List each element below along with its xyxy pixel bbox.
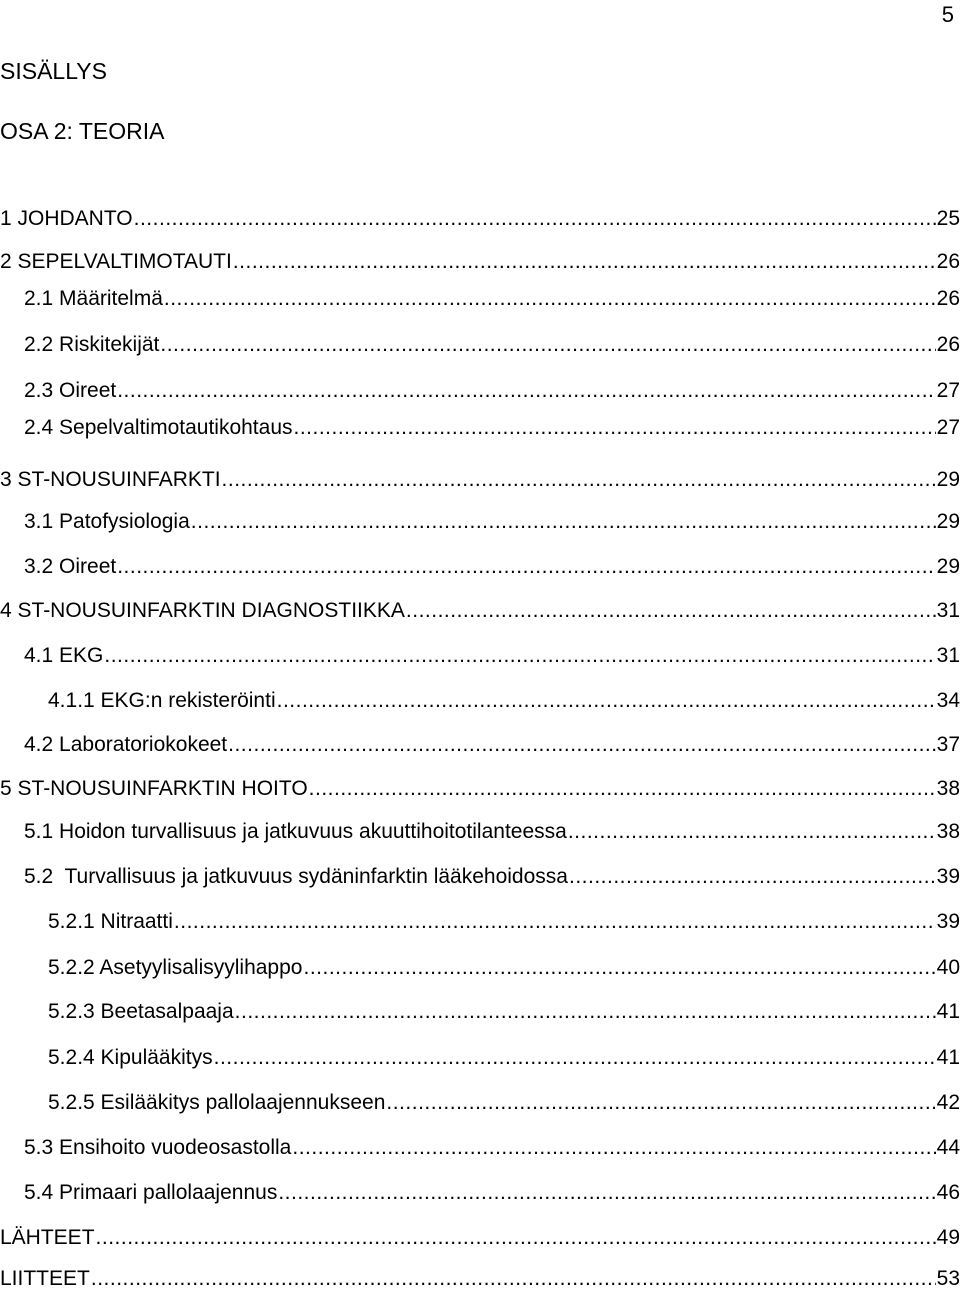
toc-entry-page: 46	[936, 1181, 960, 1204]
toc-entry-page: 25	[936, 207, 960, 230]
toc-entry-page: 37	[936, 733, 960, 756]
dot-leader	[164, 286, 936, 312]
toc-entry-page: 29	[936, 555, 960, 578]
toc-entry-title: 2.3 Oireet	[24, 379, 117, 402]
toc-entry-title: 1 JOHDANTO	[0, 207, 133, 230]
toc-entry-page: 31	[936, 644, 960, 667]
toc-entry[interactable]	[0, 206, 960, 232]
dot-leader	[294, 415, 936, 441]
page-number: 5	[941, 2, 954, 27]
dot-leader	[160, 332, 935, 358]
dot-leader	[292, 1135, 935, 1161]
toc-heading: SISÄLLYS	[0, 58, 107, 84]
toc-entry-page: 38	[936, 820, 960, 843]
dot-leader	[228, 732, 936, 758]
dot-leader	[303, 955, 935, 981]
toc-entry[interactable]	[0, 249, 960, 275]
dot-leader	[117, 378, 935, 404]
toc-entry-title: 2.2 Riskitekijät	[24, 333, 160, 356]
toc-entry-title: 5.2.2 Asetyylisalisyylihappo	[48, 956, 303, 979]
toc-entry-title: 2.4 Sepelvaltimotautikohtaus	[24, 416, 293, 439]
toc-entry-title: 4.1.1 EKG:n rekisteröinti	[48, 689, 276, 712]
toc-entry[interactable]	[24, 509, 960, 535]
toc-entry-page: 34	[936, 689, 960, 712]
toc-entry-page: 26	[936, 333, 960, 356]
toc-entry-title: 5 ST-NOUSUINFARKTIN HOITO	[0, 777, 308, 800]
dot-leader	[91, 1266, 936, 1292]
dot-leader	[233, 249, 936, 275]
toc-entry-title: 3.2 Oireet	[24, 555, 117, 578]
toc-entry-page: 26	[936, 287, 960, 310]
toc-entry-title: 3 ST-NOUSUINFARKTI	[0, 468, 221, 491]
dot-leader	[406, 598, 936, 624]
toc-entry-page: 26	[936, 250, 960, 273]
toc-entry-page: 41	[936, 1000, 960, 1023]
toc-entry[interactable]	[48, 1045, 960, 1071]
toc-entry-title: 4.1 EKG	[24, 644, 104, 667]
dot-leader	[174, 909, 936, 935]
toc-entry-title: LIITTEET	[0, 1267, 90, 1290]
toc-entry[interactable]	[24, 1180, 960, 1206]
toc-entry-title: 5.4 Primaari pallolaajennus	[24, 1181, 278, 1204]
dot-leader	[96, 1225, 936, 1251]
toc-entry[interactable]	[0, 467, 960, 493]
toc-entry[interactable]	[48, 1090, 960, 1116]
toc-entry[interactable]	[24, 819, 960, 845]
toc-entry-title: 2 SEPELVALTIMOTAUTI	[0, 250, 232, 273]
dot-leader	[134, 206, 936, 232]
toc-entry[interactable]	[0, 1225, 960, 1251]
toc-entry-page: 49	[936, 1226, 960, 1249]
toc-entry-title: 5.2 Turvallisuus ja jatkuvuus sydäninfarktin lääkehoidossa	[24, 865, 568, 888]
toc-entry-title: 5.2.1 Nitraatti	[48, 910, 173, 933]
toc-entry[interactable]	[24, 643, 960, 669]
dot-leader	[568, 819, 936, 845]
toc-entry-page: 41	[936, 1046, 960, 1069]
toc-entry[interactable]	[24, 332, 960, 358]
toc-entry[interactable]	[24, 732, 960, 758]
toc-entry-page: 39	[936, 910, 960, 933]
toc-entry-title: 3.1 Patofysiologia	[24, 510, 190, 533]
toc-entry-title: 5.2.3 Beetasalpaaja	[48, 1000, 234, 1023]
dot-leader	[222, 467, 936, 493]
dot-leader	[309, 776, 936, 802]
toc-entry-page: 29	[936, 510, 960, 533]
toc-entry-page: 27	[936, 416, 960, 439]
toc-entry-title: 4.2 Laboratoriokokeet	[24, 733, 228, 756]
toc-entry[interactable]	[24, 1135, 960, 1161]
toc-entry-title: LÄHTEET	[0, 1226, 95, 1249]
toc-entry[interactable]	[48, 688, 960, 714]
toc-entry[interactable]	[24, 554, 960, 580]
dot-leader	[569, 864, 936, 890]
toc-entry-title: 2.1 Määritelmä	[24, 287, 163, 310]
toc-entry[interactable]	[48, 909, 960, 935]
toc-entry-title: 5.1 Hoidon turvallisuus ja jatkuvuus akuuttihoitotilanteessa	[24, 820, 567, 843]
dot-leader	[235, 999, 936, 1025]
toc-entry[interactable]	[0, 1266, 960, 1292]
toc-entry-title: 5.3 Ensihoito vuodeosastolla	[24, 1136, 292, 1159]
toc-entry[interactable]	[24, 286, 960, 312]
toc-entry[interactable]	[0, 776, 960, 802]
part-heading: OSA 2: TEORIA	[0, 118, 165, 144]
toc-entry[interactable]	[48, 955, 960, 981]
toc-entry-title: 5.2.5 Esilääkitys pallolaajennukseen	[48, 1091, 386, 1114]
toc-entry[interactable]	[0, 598, 960, 624]
toc-entry[interactable]	[24, 378, 960, 404]
toc-entry[interactable]	[24, 864, 960, 890]
toc-entry-page: 31	[936, 599, 960, 622]
toc-entry[interactable]	[24, 415, 960, 441]
dot-leader	[214, 1045, 936, 1071]
dot-leader	[386, 1090, 935, 1116]
dot-leader	[278, 1180, 935, 1206]
toc-entry-page: 42	[936, 1091, 960, 1114]
toc-entry-page: 27	[936, 379, 960, 402]
toc-entry-page: 53	[936, 1267, 960, 1290]
toc-entry-title: 4 ST-NOUSUINFARKTIN DIAGNOSTIIKKA	[0, 599, 405, 622]
dot-leader	[191, 509, 936, 535]
dot-leader	[277, 688, 936, 714]
toc-entry-page: 38	[936, 777, 960, 800]
dot-leader	[104, 643, 935, 669]
toc-entry-page: 39	[936, 865, 960, 888]
dot-leader	[117, 554, 935, 580]
toc-entry-page: 29	[936, 468, 960, 491]
toc-entry-page: 44	[936, 1136, 960, 1159]
toc-entry-page: 40	[936, 956, 960, 979]
toc-entry-title: 5.2.4 Kipulääkitys	[48, 1046, 213, 1069]
toc-entry[interactable]	[48, 999, 960, 1025]
